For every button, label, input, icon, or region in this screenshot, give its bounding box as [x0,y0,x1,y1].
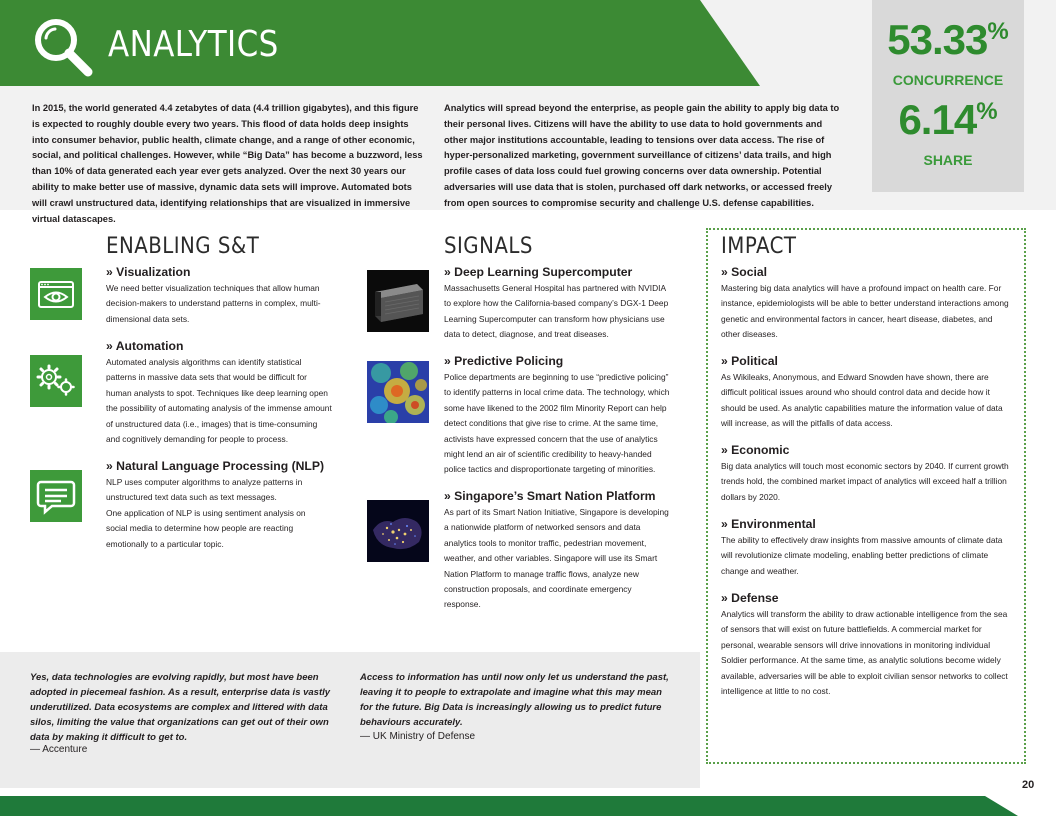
impact-title: IMPACT [721,234,797,259]
impact-defense-text: Analytics will transform the ability to draw actionable intelligence from the sea of sensors that will exist on future battlefields. A commercial market for personal, wearable sensors will drive innovations in monitoring individual Soldier performance. At the same time, as analytic solutions become widely available, adversaries will be able to exploit civilian sensor networks to collect intelligence at little to no cost. [721,609,1008,697]
signals-title: SIGNALS [444,234,533,259]
predictive-policing-text: Police departments are beginning to use “predictive policing” to identify patterns in local crime data. The technology, which some have likened to the 2002 film Minority Report can help detect conditions that give rise to crime. At the same time, activists have expressed concern that the use of analytics might lend an air of scientific credibility to heavy-handed police tactics and disproportionate targeting of minorities. [444,372,670,475]
page-title: ANALYTICS [108,24,279,65]
stats-box [872,0,1024,192]
impact-defense-title: » Defense [721,591,779,605]
supercomputer-photo [367,270,429,332]
share-label: SHARE [923,152,973,168]
uk-mod-quote: Access to information has until now only let us understand the past, leaving it to people to extrapolate and imagine what this may mean for the future. Big Data is increasingly allowing us to predict future behaviours accurately. [360,672,669,728]
accenture-quote: Yes, data technologies are evolving rapidly, but most have been adopted in piecemeal fashion. As a result, enterprise data is vastly underutilized. Data ecosystems are complex and littered with data silos, limiting the value that organizations can get out of their own data by making it difficult to get to. [30,672,331,743]
nlp-text-1: NLP uses computer algorithms to analyze patterns in unstructured text data such as text messages. [106,477,303,503]
predictive-policing-title: » Predictive Policing [444,354,564,368]
eye-icon [30,268,82,320]
smart-nation-title: » Singapore’s Smart Nation Platform [444,489,656,503]
impact-social-title: » Social [721,265,768,279]
share-value: 6.14% [898,96,998,143]
deep-learning-title: » Deep Learning Supercomputer [444,265,633,279]
intro-right-paragraph: Analytics will spread beyond the enterprise, as people gain the ability to apply big data to their personal lives. Citizens will have the ability to use data to hold governments and other major institutions accountable, leading to tensions over data access. The rise of hyper-personalized marketing, government surveillance of citizens’ data trails, and high profile cases of data loss could fuel growing concerns over data ownership. Potential adversaries will use data that is stolen, purchased off dark networks, or accessed freely from open sources to compromise security and challenge U.S. defense capabilities. [444,103,840,208]
intro-left-paragraph: In 2015, the world generated 4.4 zetabytes of data (4.4 trillion gigabytes), and this figure is expected to roughly double every two years. This flood of data holds deep insights into consumer behavior, public health, climate change, and a range of other economic, social, and political challenges. However, while “Big Data” has become a buzzword, less than 10% of data generated each year ever gets analyzed. Over the next 30 years our ability to make better use of massive, dynamic data sets will improve. Automated bots will crawl unstructured data, identifying relationships that are visualized in immersive virtual datascapes. [32,103,423,224]
concurrence-value: 53.33% [887,16,1009,63]
impact-political-title: » Political [721,354,778,368]
footer-bar [0,796,1056,816]
automation-text: Automated analysis algorithms can identify statistical patterns in massive data sets that would be difficult for human analysts to spot. Techniques like deep learning open the possibility of automating analysis of the immense amount of unstructured data (i.e., images) that is time-consuming and cognitively demanding for people to process. [106,357,332,445]
impact-social-text: Mastering big data analytics will have a profound impact on health care. For instance, epidemiologists will be able to better understand interactions among genetic and environmental factors in cancer, heart disease, diabetes, and other diseases. [721,283,1009,340]
impact-economic-text: Big data analytics will touch most economic sectors by 2040. If current growth trends hold, the combined market impact of analytics will exceed half a trillion dollars by 2020. [721,461,1009,502]
heatmap-photo [367,361,429,423]
visualization-text: We need better visualization techniques that allow human decision-makers to understand patterns in complex, multi-dimensional data sets. [106,283,321,324]
city-lights-photo [367,500,429,562]
nlp-title: » Natural Language Processing (NLP) [106,459,325,473]
search-icon [28,14,96,78]
smart-nation-text: As part of its Smart Nation Initiative, Singapore is developing a nationwide platform of networked sensors and data analytics tools to monitor traffic, pedestrian movement, weather, and other variables. Singapore will use its Smart Nation Platform to manage traffic flows, analyze new construction proposals, and coordinate emergency response. [444,507,669,610]
deep-learning-text: Massachusetts General Hospital has partnered with NVIDIA to explore how the California-based company’s DGX-1 Deep Learning Supercomputer can transform how physicians use data to detect, diagnose, and treat diseases. [444,283,669,340]
uk-mod-source: — UK Ministry of Defense [360,731,476,742]
page-number: 20 [1022,779,1035,791]
visualization-title: » Visualization [106,265,191,279]
nlp-text-2: One application of NLP is using sentiment analysis on social media to determine how people are reacting emotionally to a particular topic. [106,508,306,549]
accenture-source: — Accenture [30,744,88,755]
impact-environmental-title: » Environmental [721,517,816,531]
concurrence-label: CONCURRENCE [892,72,1004,88]
impact-political-text: As Wikileaks, Anonymous, and Edward Snowden have shown, there are difficult political issues around who should control data and decide how it should be used. As analytic capabilities mature the information value of data will increase, as will the pitfalls of data access. [721,372,1003,429]
chat-bubble-icon [30,470,82,522]
gears-icon [30,355,82,407]
enabling-title: ENABLING S&T [106,234,260,259]
automation-title: » Automation [106,339,184,353]
impact-economic-title: » Economic [721,443,790,457]
impact-environmental-text: The ability to effectively draw insights from massive amounts of climate data will revolutionize climate modeling, enabling better predictions of climate change and weather. [721,535,1003,576]
